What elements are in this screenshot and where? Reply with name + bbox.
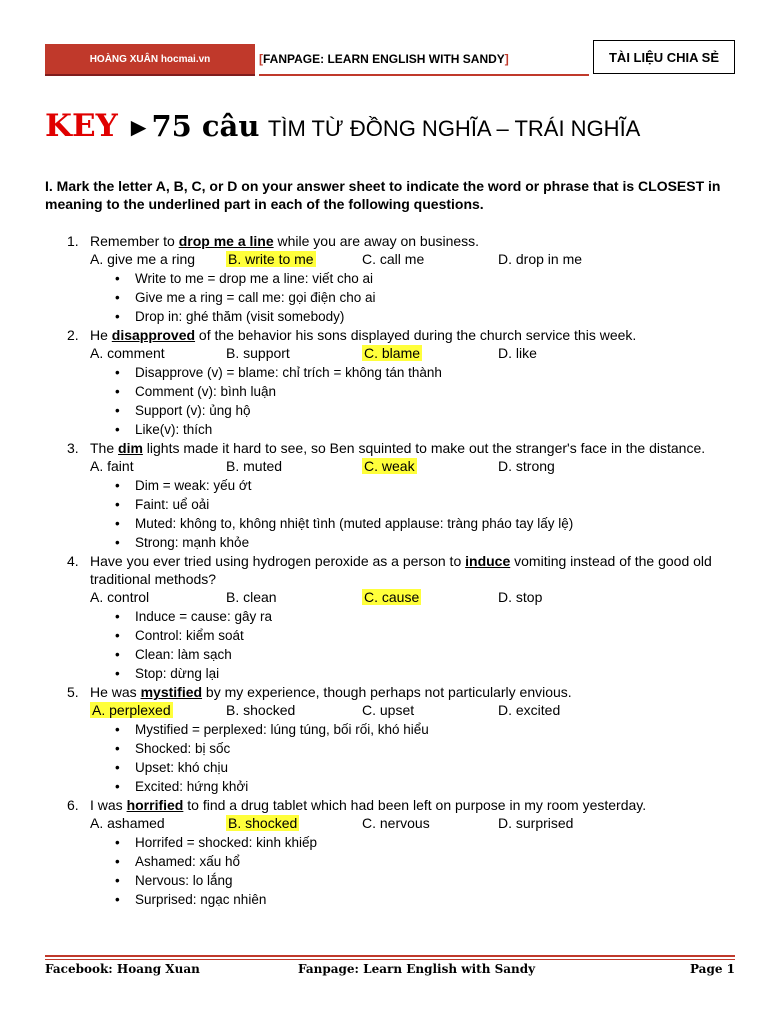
stem-text: I was bbox=[90, 797, 127, 813]
fanpage-bracket-open: [ bbox=[259, 52, 263, 66]
explanation-item: • Give me a ring = call me: gọi điện cho ai bbox=[90, 288, 735, 307]
question-stem bbox=[90, 326, 735, 344]
question-list bbox=[45, 232, 735, 909]
explanation-list bbox=[90, 833, 735, 909]
explanation-item: • Disapprove (v) = blame: chỉ trích = không tán thành bbox=[90, 363, 735, 382]
stem-text: Remember to bbox=[90, 233, 179, 249]
option-label: A. control bbox=[90, 589, 150, 605]
option-label: D. excited bbox=[498, 702, 561, 718]
answer-option bbox=[498, 814, 634, 833]
explanation-item: • Stop: dừng lại bbox=[90, 664, 735, 683]
answer-option bbox=[362, 701, 498, 720]
explanation-item: • Ashamed: xấu hổ bbox=[90, 852, 735, 871]
stem-text: He bbox=[90, 327, 112, 343]
fanpage-bracket-close: ] bbox=[504, 52, 509, 66]
answer-option bbox=[498, 250, 634, 269]
option-label: A. faint bbox=[90, 458, 134, 474]
footer-divider bbox=[45, 955, 735, 957]
explanation-item: • Control: kiểm soát bbox=[90, 626, 735, 645]
answer-option bbox=[90, 588, 226, 607]
question-number: 6. bbox=[67, 797, 79, 813]
option-label: A. give me a ring bbox=[90, 251, 196, 267]
question-number: 5. bbox=[67, 684, 79, 700]
stem-text: while you are away on business. bbox=[273, 233, 480, 249]
fanpage-label bbox=[259, 44, 589, 76]
option-label: C. nervous bbox=[362, 815, 430, 831]
answer-option bbox=[90, 457, 226, 476]
answer-option bbox=[226, 701, 362, 720]
option-label: D. strong bbox=[498, 458, 555, 474]
stem-text: Have you ever tried using hydrogen peroxide as a person to bbox=[90, 553, 466, 569]
question-stem bbox=[90, 683, 735, 701]
answer-options bbox=[90, 344, 735, 363]
explanation-item: • Excited: hứng khởi bbox=[90, 777, 735, 796]
explanation-list bbox=[90, 720, 735, 796]
answer-option bbox=[362, 588, 498, 607]
stem-text: He was bbox=[90, 684, 141, 700]
footer-facebook: Facebook: Hoang Xuan bbox=[45, 962, 200, 976]
correct-answer: C. blame bbox=[364, 345, 421, 361]
correct-answer: B. write to me bbox=[228, 251, 314, 267]
explanation-item: • Strong: mạnh khỏe bbox=[90, 533, 735, 552]
explanation-list bbox=[90, 476, 735, 552]
explanation-item: • Comment (v): bình luận bbox=[90, 382, 735, 401]
option-label: D. drop in me bbox=[498, 251, 583, 267]
explanation-item: • Upset: khó chịu bbox=[90, 758, 735, 777]
explanation-item: • Like(v): thích bbox=[90, 420, 735, 439]
answer-option bbox=[226, 814, 362, 833]
option-label: D. like bbox=[498, 345, 537, 361]
question-stem bbox=[90, 439, 735, 457]
option-label: A. comment bbox=[90, 345, 165, 361]
page-header bbox=[45, 44, 735, 76]
answer-option bbox=[362, 457, 498, 476]
answer-option bbox=[226, 588, 362, 607]
correct-answer: B. shocked bbox=[228, 815, 298, 831]
underlined-word: induce bbox=[465, 553, 511, 569]
explanation-list bbox=[90, 363, 735, 439]
question-number: 2. bbox=[67, 327, 79, 343]
explanation-item: • Clean: làm sạch bbox=[90, 645, 735, 664]
answer-option bbox=[226, 457, 362, 476]
instruction-text: I. Mark the letter A, B, C, or D on your answer sheet to indicate the word or phrase that is CLOSEST in meaning to the underlined part in each of the following questions. bbox=[45, 178, 721, 212]
explanation-item: • Shocked: bị sốc bbox=[90, 739, 735, 758]
explanation-item: • Induce = cause: gây ra bbox=[90, 607, 735, 626]
answer-option bbox=[362, 250, 498, 269]
explanation-item: • Drop in: ghé thăm (visit somebody) bbox=[90, 307, 735, 326]
option-label: D. surprised bbox=[498, 815, 574, 831]
footer-page-number: Page 1 bbox=[689, 962, 735, 976]
answer-option bbox=[362, 344, 498, 363]
title-key: KEY bbox=[45, 108, 118, 144]
explanation-item: • Muted: không to, không nhiệt tình (muted applause: tràng pháo tay lấy lệ) bbox=[90, 514, 735, 533]
answer-option bbox=[498, 701, 634, 720]
question-item bbox=[45, 683, 735, 796]
explanation-item: • Surprised: ngạc nhiên bbox=[90, 890, 735, 909]
share-badge: TÀI LIỆU CHIA SẺ bbox=[593, 40, 735, 74]
underlined-word: mystified bbox=[140, 684, 203, 700]
question-number: 4. bbox=[67, 553, 79, 569]
question-stem bbox=[90, 232, 735, 250]
question-item bbox=[45, 552, 735, 683]
arrow-icon: ► bbox=[125, 112, 152, 142]
question-stem bbox=[90, 552, 735, 588]
correct-answer: C. cause bbox=[364, 589, 420, 605]
option-label: B. support bbox=[226, 345, 290, 361]
stem-text: lights made it hard to see, so Ben squinted to make out the stranger's face in the distance. bbox=[142, 440, 706, 456]
question-number: 1. bbox=[67, 233, 79, 249]
question-item bbox=[45, 232, 735, 326]
fanpage-text: FANPAGE: LEARN ENGLISH WITH SANDY bbox=[263, 52, 505, 66]
answer-options bbox=[90, 457, 735, 476]
explanation-item: • Horrifed = shocked: kinh khiếp bbox=[90, 833, 735, 852]
stem-text: by my experience, though perhaps not particularly envious. bbox=[202, 684, 572, 700]
underlined-word: horrified bbox=[126, 797, 184, 813]
correct-answer: A. perplexed bbox=[92, 702, 171, 718]
underlined-word: drop me a line bbox=[178, 233, 274, 249]
underlined-word: disapproved bbox=[111, 327, 196, 343]
explanation-item: • Nervous: lo lắng bbox=[90, 871, 735, 890]
correct-answer: C. weak bbox=[364, 458, 415, 474]
option-label: B. clean bbox=[226, 589, 277, 605]
explanation-item: • Write to me = drop me a line: viết cho ai bbox=[90, 269, 735, 288]
answer-options bbox=[90, 814, 735, 833]
option-label: B. shocked bbox=[226, 702, 296, 718]
explanation-item: • Mystified = perplexed: lúng túng, bối rối, khó hiểu bbox=[90, 720, 735, 739]
answer-option bbox=[90, 344, 226, 363]
stem-text: to find a drug tablet which had been left on purpose in my room yesterday. bbox=[183, 797, 647, 813]
answer-options bbox=[90, 588, 735, 607]
page-footer bbox=[45, 962, 735, 978]
brand-label: HOÀNG XUÂN hocmai.vn bbox=[45, 44, 255, 76]
title-topic: TÌM TỪ ĐỒNG NGHĨA – TRÁI NGHĨA bbox=[267, 116, 641, 141]
stem-text: The bbox=[90, 440, 119, 456]
explanation-item: • Faint: uể oải bbox=[90, 495, 735, 514]
option-label: D. stop bbox=[498, 589, 543, 605]
question-item bbox=[45, 439, 735, 552]
question-number: 3. bbox=[67, 440, 79, 456]
stem-text: of the behavior his sons displayed during the church service this week. bbox=[195, 327, 637, 343]
stem-text: vomiting instead of the good old traditional methods? bbox=[90, 553, 712, 587]
answer-option bbox=[498, 588, 634, 607]
answer-option bbox=[498, 457, 634, 476]
option-label: C. upset bbox=[362, 702, 415, 718]
option-label: A. ashamed bbox=[90, 815, 165, 831]
title-count: 75 câu bbox=[151, 109, 260, 143]
answer-option bbox=[498, 344, 634, 363]
answer-option bbox=[90, 250, 226, 269]
question-item bbox=[45, 326, 735, 439]
explanation-list bbox=[90, 607, 735, 683]
answer-options bbox=[90, 701, 735, 720]
question-stem bbox=[90, 796, 735, 814]
answer-option bbox=[90, 814, 226, 833]
answer-option bbox=[90, 701, 226, 720]
answer-option bbox=[226, 250, 362, 269]
question-item bbox=[45, 796, 735, 909]
explanation-item: • Dim = weak: yếu ớt bbox=[90, 476, 735, 495]
answer-option bbox=[362, 814, 498, 833]
page-title bbox=[45, 108, 640, 144]
footer-fanpage: Fanpage: Learn English with Sandy bbox=[298, 962, 536, 976]
footer-divider-thin bbox=[45, 959, 735, 960]
option-label: B. muted bbox=[226, 458, 283, 474]
option-label: C. call me bbox=[362, 251, 425, 267]
explanation-item: • Support (v): ủng hộ bbox=[90, 401, 735, 420]
underlined-word: dim bbox=[118, 440, 143, 456]
explanation-list bbox=[90, 269, 735, 326]
answer-options bbox=[90, 250, 735, 269]
answer-option bbox=[226, 344, 362, 363]
